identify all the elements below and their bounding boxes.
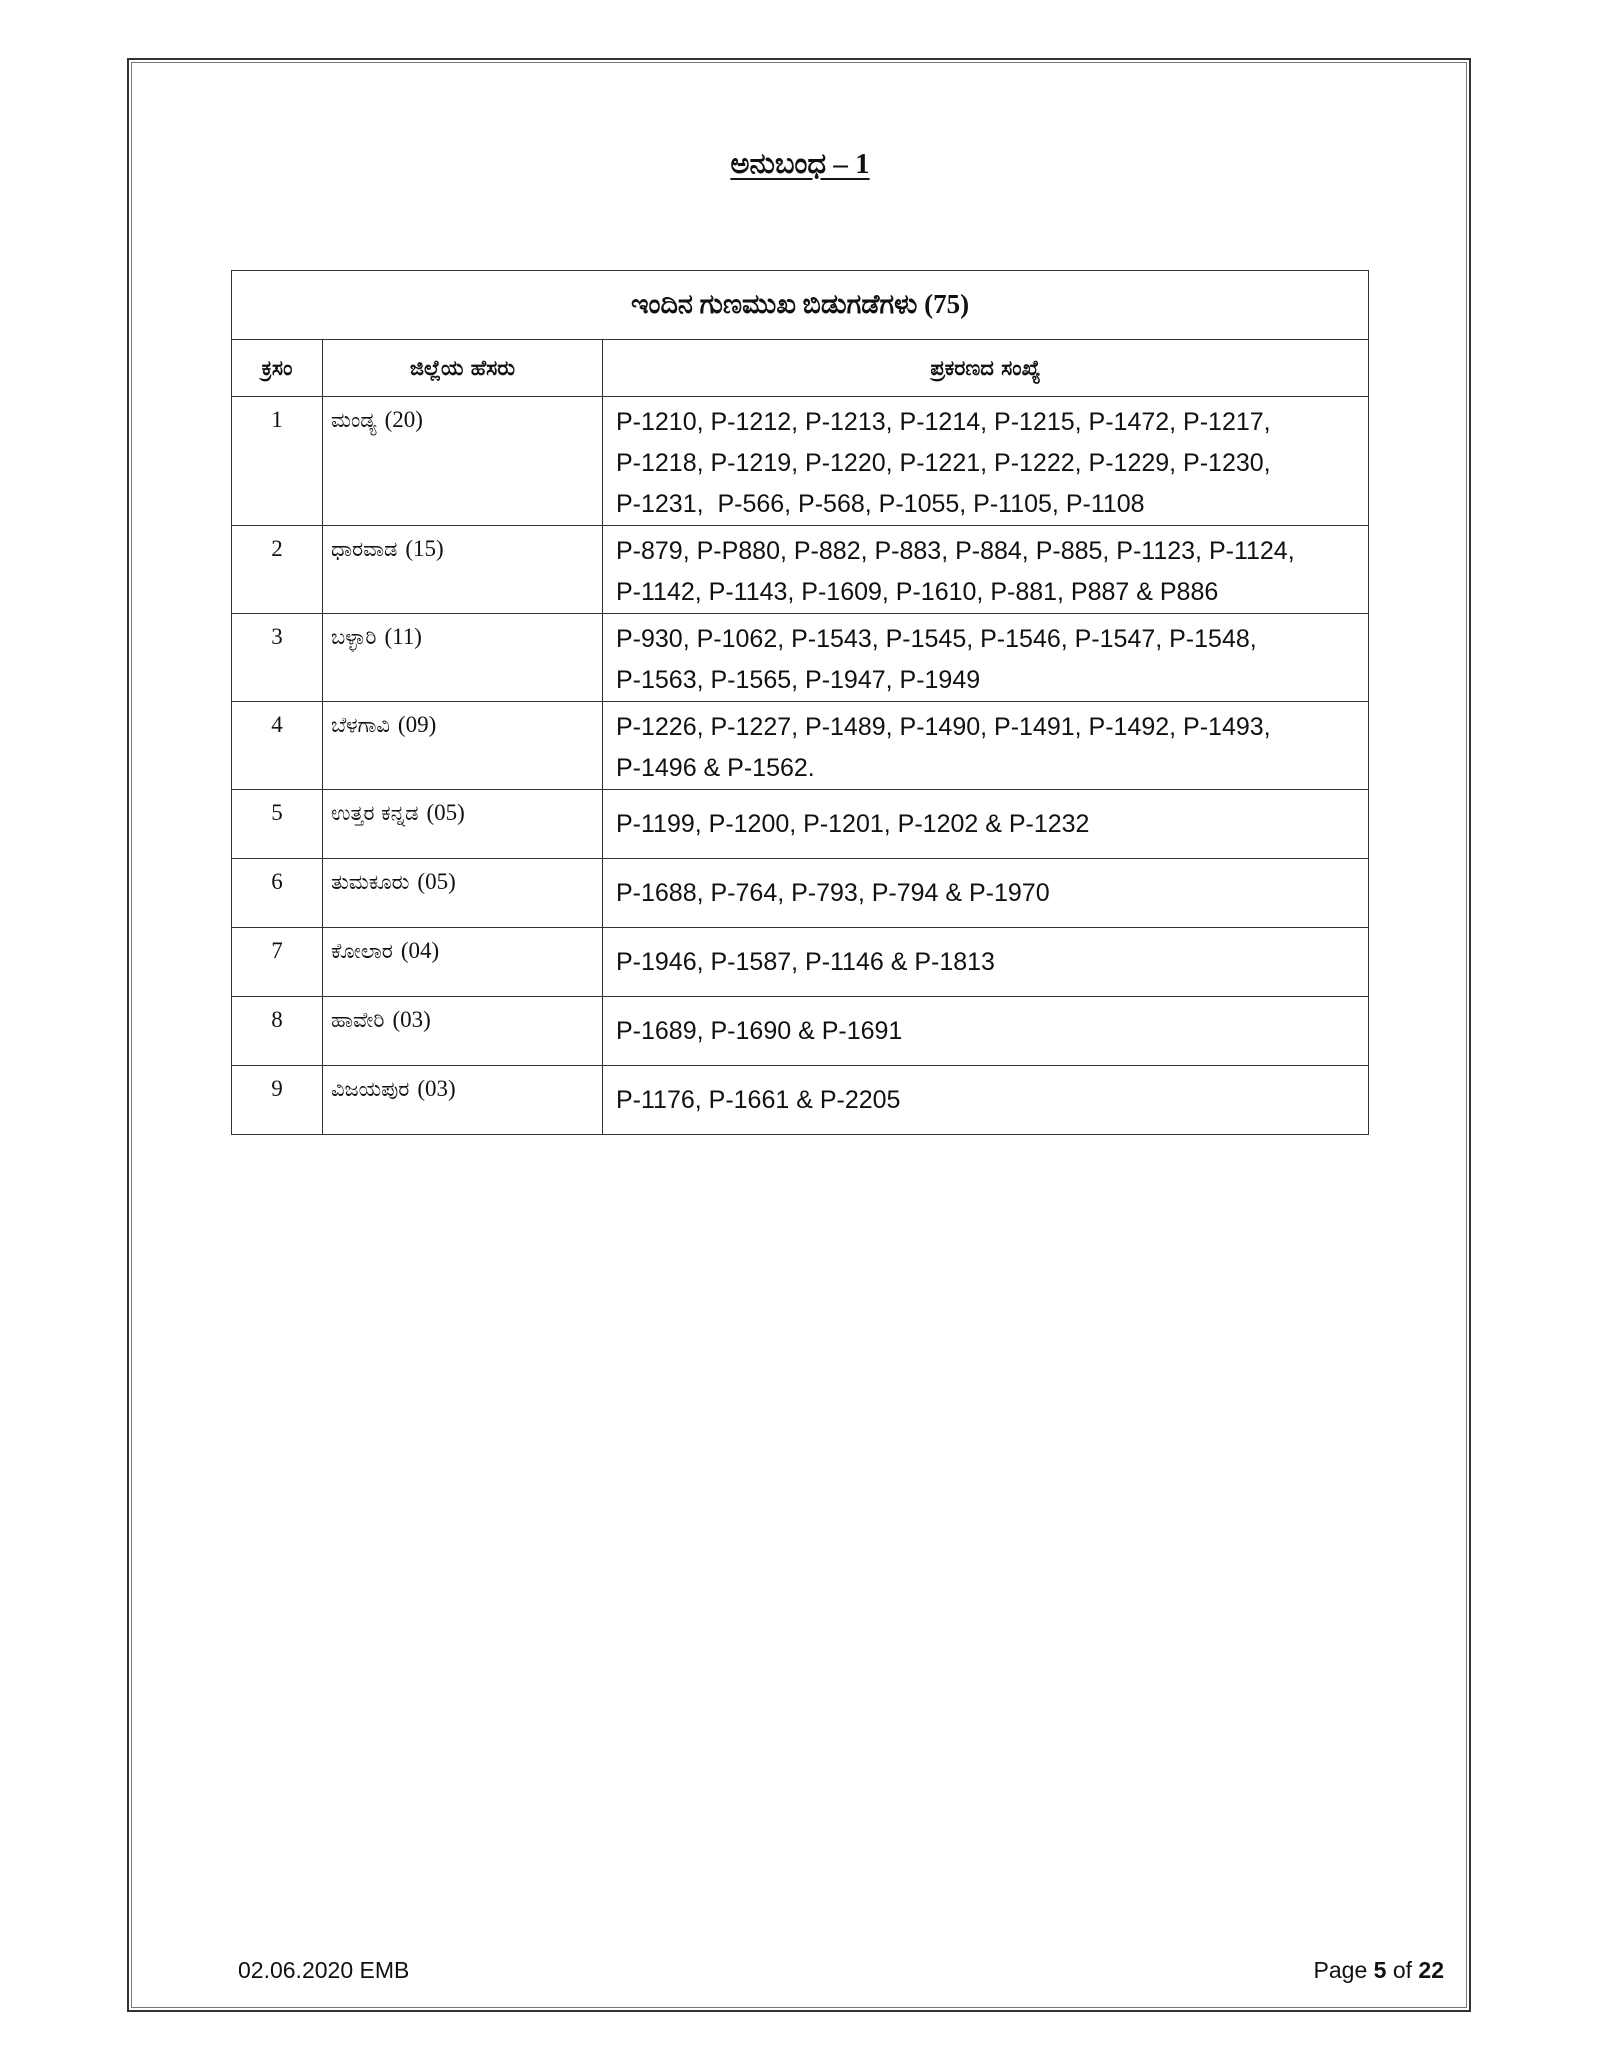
- district-name: ಮಂಡ್ಯ: [331, 408, 377, 432]
- table-row: [232, 928, 1369, 997]
- row-district: [323, 526, 603, 614]
- row-serial: 8: [232, 997, 323, 1066]
- row-district: [323, 702, 603, 790]
- table-row: [232, 526, 1369, 614]
- case-line: P-1563, P-1565, P-1947, P-1949: [616, 666, 981, 694]
- row-serial: 3: [232, 614, 323, 702]
- page-title-text: ಅನುಬಂಧ – 1: [730, 148, 870, 180]
- table-row: [232, 859, 1369, 928]
- district-count: (05): [426, 800, 465, 825]
- row-district: [323, 1066, 603, 1135]
- case-line: P-1689, P-1690 & P-1691: [616, 1016, 903, 1045]
- district-count: (20): [384, 407, 423, 432]
- row-cases: [603, 702, 1369, 790]
- page-current: 5: [1373, 1957, 1387, 1983]
- table-caption: ಇಂದಿನ ಗುಣಮುಖ ಬಿಡುಗಡೆಗಳು (75): [232, 271, 1369, 340]
- page-title: [0, 148, 1600, 181]
- case-line: P-1218, P-1219, P-1220, P-1221, P-1222, P-1229, P-1230,: [616, 449, 1271, 477]
- row-serial: 6: [232, 859, 323, 928]
- row-cases: [603, 526, 1369, 614]
- district-count: (05): [417, 869, 456, 894]
- footer-date: 02.06.2020 EMB: [238, 1957, 410, 1983]
- header-district: ಜಿಲ್ಲೆಯ ಹೆಸರು: [323, 340, 603, 397]
- table-row: [232, 790, 1369, 859]
- case-line: P-1176, P-1661 & P-2205: [616, 1085, 901, 1114]
- header-cases: ಪ್ರಕರಣದ ಸಂಖ್ಯೆ: [603, 340, 1369, 397]
- row-cases: [603, 397, 1369, 526]
- footer-page-number: [1314, 1957, 1444, 1984]
- row-cases: [603, 928, 1369, 997]
- district-name: ಧಾರವಾಡ: [331, 537, 398, 561]
- district-name: ಬೆಳಗಾವಿ: [331, 713, 390, 737]
- district-name: ಬಳ್ಳಾರಿ: [331, 625, 377, 649]
- table-row: [232, 1066, 1369, 1135]
- row-district: [323, 997, 603, 1066]
- district-count: (11): [384, 624, 422, 649]
- row-cases: [603, 997, 1369, 1066]
- table-row: [232, 614, 1369, 702]
- header-serial: ಕ್ರಸಂ: [232, 340, 323, 397]
- table-row: [232, 397, 1369, 526]
- district-name: ವಿಜಯಪುರ: [331, 1077, 410, 1101]
- discharge-table: [231, 270, 1369, 1135]
- case-line: P-1199, P-1200, P-1201, P-1202 & P-1232: [616, 809, 1090, 838]
- page-total: 22: [1418, 1957, 1444, 1983]
- row-cases: [603, 614, 1369, 702]
- table-header-row: [232, 340, 1369, 397]
- row-serial: 5: [232, 790, 323, 859]
- page-of: of: [1392, 1957, 1413, 1983]
- table-row: [232, 702, 1369, 790]
- row-cases: [603, 1066, 1369, 1135]
- row-district: [323, 859, 603, 928]
- case-line: P-1231, P-566, P-568, P-1055, P-1105, P-1108: [616, 490, 1145, 518]
- case-line: P-1142, P-1143, P-1609, P-1610, P-881, P887 & P886: [616, 578, 1219, 606]
- row-serial: 9: [232, 1066, 323, 1135]
- case-line: P-879, P-P880, P-882, P-883, P-884, P-885, P-1123, P-1124,: [616, 537, 1295, 565]
- page-prefix: Page: [1313, 1957, 1368, 1983]
- row-serial: 2: [232, 526, 323, 614]
- case-line: P-1946, P-1587, P-1146 & P-1813: [616, 947, 995, 976]
- district-name: ತುಮಕೂರು: [331, 870, 410, 894]
- row-serial: 4: [232, 702, 323, 790]
- table-caption-row: [232, 271, 1369, 340]
- row-district: [323, 397, 603, 526]
- row-district: [323, 614, 603, 702]
- case-line: P-1688, P-764, P-793, P-794 & P-1970: [616, 878, 1050, 907]
- district-name: ಹಾವೇರಿ: [331, 1008, 385, 1032]
- district-count: (15): [405, 536, 444, 561]
- row-cases: [603, 859, 1369, 928]
- case-line: P-1210, P-1212, P-1213, P-1214, P-1215, P-1472, P-1217,: [616, 408, 1271, 436]
- row-district: [323, 928, 603, 997]
- row-district: [323, 790, 603, 859]
- table-row: [232, 997, 1369, 1066]
- district-count: (03): [417, 1076, 456, 1101]
- case-line: P-930, P-1062, P-1543, P-1545, P-1546, P-1547, P-1548,: [616, 625, 1257, 653]
- district-name: ಕೋಲಾರ: [331, 939, 393, 963]
- row-serial: 7: [232, 928, 323, 997]
- row-serial: 1: [232, 397, 323, 526]
- case-line: P-1496 & P-1562.: [616, 754, 815, 782]
- row-cases: [603, 790, 1369, 859]
- case-line: P-1226, P-1227, P-1489, P-1490, P-1491, P-1492, P-1493,: [616, 713, 1271, 741]
- district-name: ಉತ್ತರ ಕನ್ನಡ: [331, 801, 419, 825]
- district-count: (09): [397, 712, 437, 737]
- district-count: (03): [392, 1007, 431, 1032]
- district-count: (04): [400, 938, 440, 963]
